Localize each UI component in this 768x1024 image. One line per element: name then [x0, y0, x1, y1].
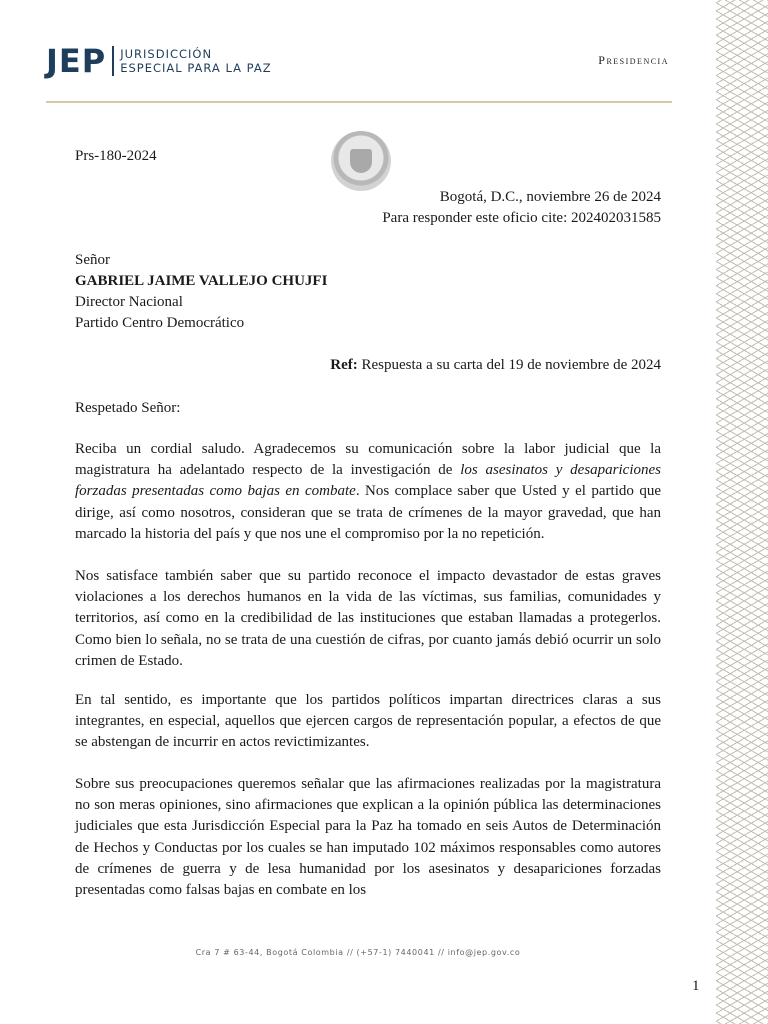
place-date: Bogotá, D.C., noviembre 26 de 2024: [439, 189, 661, 205]
paragraph-1: [75, 439, 661, 545]
logo-divider: [112, 46, 114, 76]
reference-label: Ref:: [330, 357, 358, 373]
reference-line: [330, 355, 661, 376]
logo-mark: JEP: [46, 42, 107, 80]
paragraph-3: En tal sentido, es importante que los partidos políticos impartan directrices claras a sus integrantes, en especial, aquellos que ejercen cargos de representación popular, a efectos de que se abstengan de incurrir en actos revictimizantes.: [75, 692, 661, 751]
page-number: 1: [692, 978, 700, 994]
office-label: Presidencia: [598, 53, 669, 67]
logo-line-1: JURISDICCIÓN: [120, 47, 213, 61]
salutation-title: Señor: [75, 252, 110, 268]
reference-number: Prs-180-2024: [75, 148, 157, 164]
reply-cite: Para responder este oficio cite: 202402031585: [382, 210, 661, 226]
recipient-name: GABRIEL JAIME VALLEJO CHUJFI: [75, 273, 328, 289]
footer-contact: Cra 7 # 63-44, Bogotá Colombia // (+57-1) 7440041 // info@jep.gov.co: [195, 948, 521, 957]
coat-of-arms-icon: [350, 149, 372, 173]
logo-line-2: ESPECIAL PARA LA PAZ: [120, 61, 272, 75]
paragraph-4: Sobre sus preocupaciones queremos señalar que las afirmaciones realizadas por la magistratura no son meras opiniones, sino afirmaciones que explican a la opinión pública las determinaciones judiciales que esta Jurisdicción Especial para la Paz ha tomado en seis Autos de Determinación de Hechos y Conductas por los cuales se han imputado 102 máximos responsables como autores de crímenes de guerra y de lesa humanidad por los asesinatos y desapariciones forzadas presentadas como falsas bajas en combate en los: [75, 776, 661, 899]
decorative-border: [716, 0, 768, 1024]
logo-text: [120, 47, 271, 75]
header-divider: [46, 101, 672, 103]
recipient-organization: Partido Centro Democrático: [75, 315, 245, 331]
reference-text: Respuesta a su carta del 19 de noviembre de 2024: [361, 357, 661, 373]
recipient-position: Director Nacional: [75, 294, 183, 310]
jep-logo: [46, 42, 272, 80]
paragraph-2: Nos satisface también saber que su partido reconoce el impacto devastador de estas graves violaciones a los derechos humanos en la vida de las víctimas, sus familias, comunidades y territorios, así como en la credibilidad de las instituciones que estaban llamadas a protegerlos. Como bien lo señala, no se trata de una cuestión de cifras, por cuanto jamás debió ocurrir un solo crimen de Estado.: [75, 568, 661, 669]
paragraph-1-text-a: Reciba un cordial saludo. Agradecemos su comunicación sobre la labor judicial que la magistratura ha adelantado respecto de la investigación de: [75, 441, 661, 479]
paragraph-1-italic: los asesinatos y desapariciones forzadas presentadas como bajas en combate: [75, 462, 661, 500]
seal-icon: [331, 131, 391, 191]
greeting: Respetado Señor:: [75, 400, 181, 416]
paragraph-1-text-b: . Nos complace saber que Usted y el partido que dirige, así como nosotros, consideran que se trata de crímenes de la mayor gravedad, que han marcado la historia del país y que nos une el compromiso por la no repetición.: [75, 483, 661, 542]
